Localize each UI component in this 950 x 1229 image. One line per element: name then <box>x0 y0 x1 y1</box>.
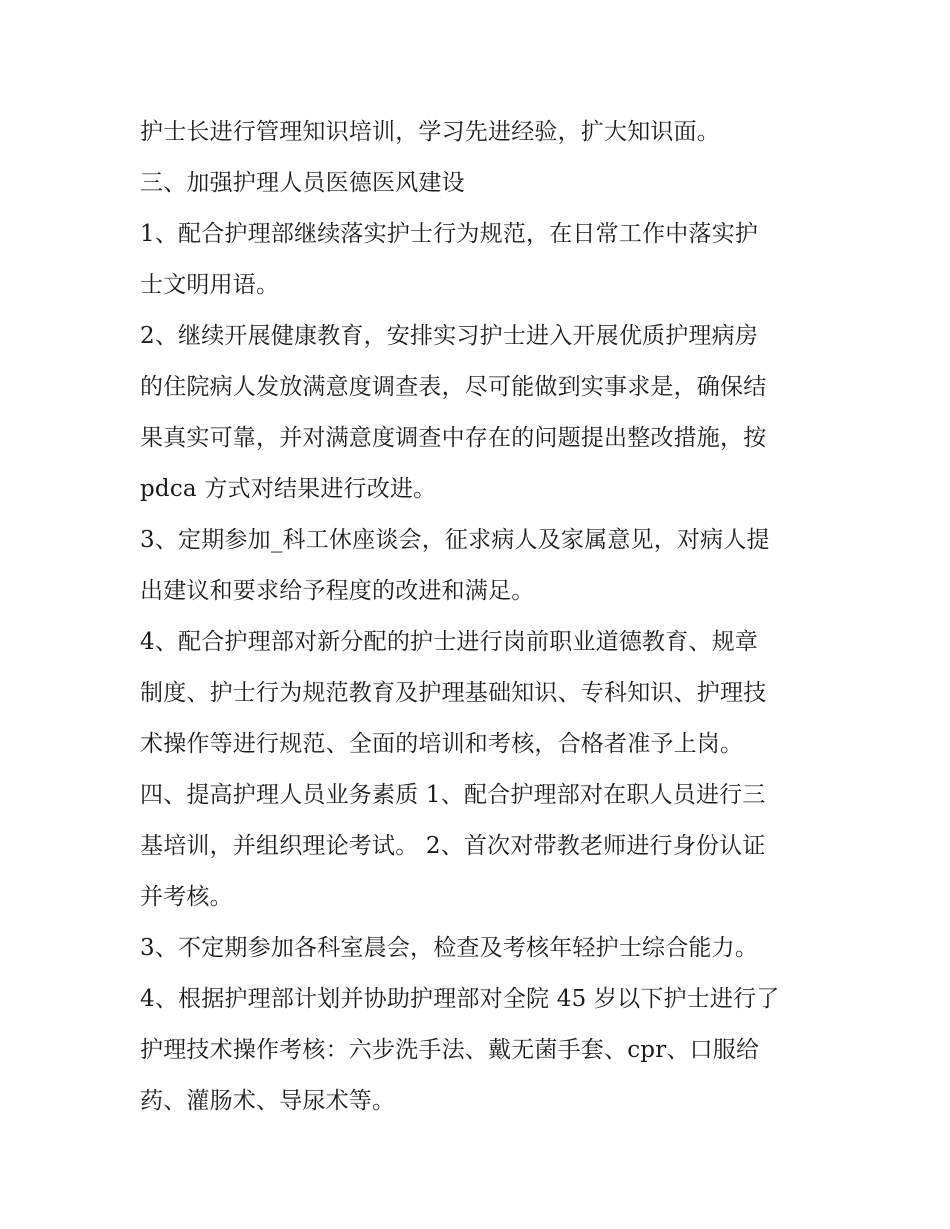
text-line: 护士长进行管理知识培训，学习先进经验，扩大知识面。 <box>140 119 720 145</box>
text-line: 出建议和要求给予程度的改进和满足。 <box>140 578 535 604</box>
text-line: 2、继续开展健康教育，安排实习护士进入开展优质护理病房 <box>140 323 759 349</box>
text-line: 4、根据护理部计划并协助护理部对全院 45 岁以下护士进行了 <box>140 986 780 1012</box>
text-line: 4、配合护理部对新分配的护士进行岗前职业道德教育、规章 <box>140 629 759 655</box>
text-line: 3、定期参加_科工休座谈会，征求病人及家属意见，对病人提 <box>140 527 770 553</box>
text-line: 术操作等进行规范、全面的培训和考核，合格者准予上岗。 <box>140 731 744 757</box>
document-body <box>140 107 820 1127</box>
text-line: 制度、护士行为规范教育及护理基础知识、专科知识、护理技 <box>140 680 767 706</box>
section-heading: 四、提高护理人员业务素质 1、配合护理部对在职人员进行三 <box>140 782 766 808</box>
text-line: 并考核。 <box>140 884 233 910</box>
text-line: 的住院病人发放满意度调查表，尽可能做到实事求是，确保结 <box>140 374 767 400</box>
text-line: 果真实可靠，并对满意度调查中存在的问题提出整改措施，按 <box>140 425 767 451</box>
text-line: 基培训，并组织理论考试。 2、首次对带教老师进行身份认证 <box>140 833 766 859</box>
text-line: 士文明用语。 <box>140 272 280 298</box>
text-line: pdca 方式对结果进行改进。 <box>140 476 437 502</box>
text-line: 3、不定期参加各科室晨会，检查及考核年轻护士综合能力。 <box>140 935 759 961</box>
text-line: 护理技术操作考核：六步洗手法、戴无菌手套、cpr、口服给 <box>140 1037 760 1063</box>
text-line: 药、灌肠术、导尿术等。 <box>140 1088 396 1114</box>
text-line: 1、配合护理部继续落实护士行为规范，在日常工作中落实护 <box>140 221 759 247</box>
section-heading: 三、加强护理人员医德医风建设 <box>140 170 465 196</box>
